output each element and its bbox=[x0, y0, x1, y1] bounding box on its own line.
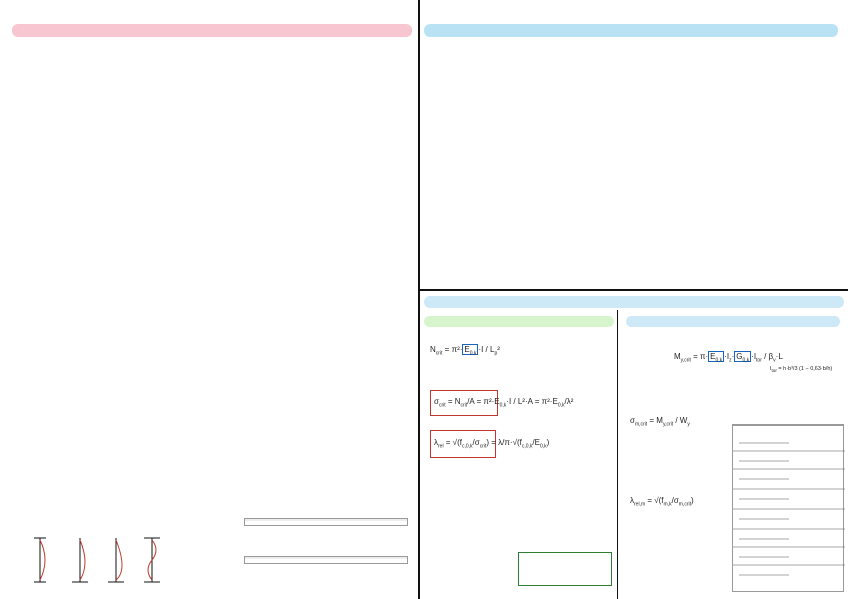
comp-banner bbox=[424, 316, 614, 327]
divider-pandeo bbox=[617, 310, 618, 599]
beta-diagrams bbox=[733, 433, 845, 593]
legend-frondosas bbox=[244, 556, 408, 564]
title-banner-laminada bbox=[424, 24, 838, 37]
pandeo-banner bbox=[424, 296, 844, 308]
sigma-crit-formula: $\sigma_{crit} = N_{crit}/A = \pi^2\cdot E_{0,k}\cdot I / L^2\cdot A = \pi^2\cdot E_{0,k}/\lambda^2$ bbox=[434, 397, 574, 409]
itor-formula: $I_{tor} = h\cdot b^3/3$ (1 − 0,63·b/h) bbox=[770, 366, 833, 374]
ncrit-formula: $N_{crit} = \pi^2\cdot E_{0,k} \cdot I / L_p^2$ bbox=[430, 345, 500, 357]
beta-box bbox=[518, 552, 612, 586]
divider-horizontal bbox=[419, 289, 848, 291]
tipo-head bbox=[733, 425, 843, 426]
lat-banner bbox=[626, 316, 840, 327]
title-banner-aserrada bbox=[12, 24, 412, 37]
legend-coniferas bbox=[244, 518, 408, 526]
legend-frondosas-line2 bbox=[245, 561, 407, 563]
beta-table bbox=[732, 424, 844, 592]
lambda-relm-formula: $\lambda_{rel,m} = √(f_{m,k}/\sigma_{m,crit})$ bbox=[630, 496, 694, 508]
lambda-rel-formula: $\lambda_{rel} = √(f_{c,0,k}/\sigma_{crit}) = \lambda/\pi\cdot√(f_{c,0,k}/E_{0,k})$ bbox=[434, 438, 550, 450]
divider-vertical bbox=[418, 0, 420, 599]
mcrit-formula: $M_{y,crit} = \pi\cdot E_{0,k} \cdot I_z\cdot G_{0,k} \cdot I_{tor} / \beta_v\cdot L$ bbox=[674, 352, 783, 364]
lp-sketch bbox=[12, 530, 182, 590]
sigma-m-formula: $\sigma_{m,crit} = M_{y,crit} / W_y$ bbox=[630, 416, 690, 428]
legend-coniferas-line2 bbox=[245, 523, 407, 525]
